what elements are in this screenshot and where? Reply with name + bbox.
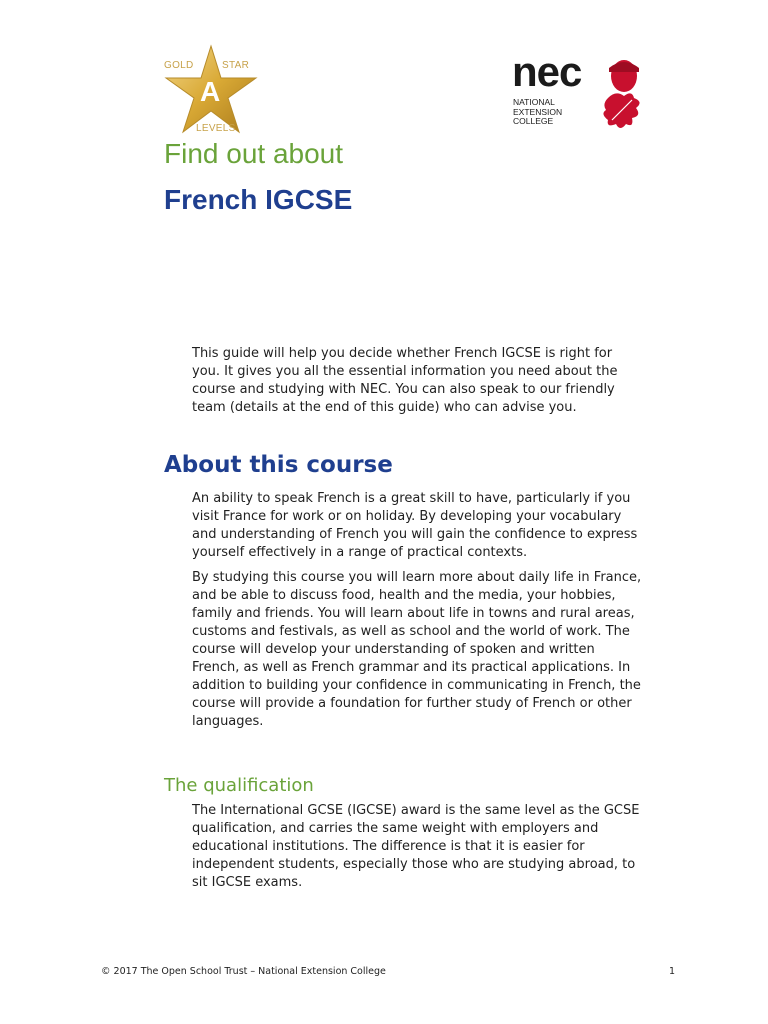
acorn-oak-leaf-icon — [598, 54, 644, 132]
footer-copyright: © 2017 The Open School Trust – National Extension College — [101, 966, 386, 977]
page-title: French IGCSE — [164, 184, 353, 215]
nec-subtitle-line1: NATIONAL — [513, 97, 555, 107]
gold-star-a-levels-logo — [162, 44, 260, 136]
qualification-paragraph: The International GCSE (IGCSE) award is the same level as the GCSE qualification, and carries the same weight with employers and educational institutions. The difference is that it is easier for independent students, especially those who are studying abroad, to sit IGCSE exams. — [192, 803, 640, 890]
about-paragraph-1: An ability to speak French is a great skill to have, particularly if you visit France for work or on holiday. By developing your vocabulary and understanding of French you will gain the confidence to express yourself effectively in a range of practical contexts. — [192, 491, 638, 560]
nec-subtitle-line3: COLLEGE — [513, 116, 554, 126]
nec-subtitle — [513, 98, 562, 127]
gold-star-bottom-text: LEVELS — [196, 123, 236, 134]
about-heading: About this course — [164, 452, 393, 478]
gold-star-left-text: GOLD — [164, 60, 194, 71]
intro-paragraph: This guide will help you decide whether French IGCSE is right for you. It gives you all the essential information you need about the course and studying with NEC. You can also speak to our friendly team (details at the end of this guide) who can advise you. — [192, 346, 618, 415]
gold-star-right-text: STAR — [222, 60, 250, 71]
qualification-heading: The qualification — [164, 775, 314, 796]
about-paragraph-2: By studying this course you will learn more about daily life in France, and be able to discuss food, health and the media, your hobbies, family and friends. You will learn about life in towns and rural areas, customs and festivals, as well as school and the world of work. The course will develop your understanding of spoken and written French, as well as French grammar and its practical applications. In addition to building your confidence in communicating in French, the course will provide a foundation for further study of French or other languages. — [192, 570, 642, 729]
nec-logo — [512, 48, 644, 134]
footer-page-number: 1 — [669, 966, 676, 977]
nec-wordmark: nec — [512, 48, 582, 95]
gold-star-letter: A — [200, 76, 221, 107]
page-kicker: Find out about — [164, 138, 344, 169]
nec-subtitle-line2: EXTENSION — [513, 106, 563, 117]
